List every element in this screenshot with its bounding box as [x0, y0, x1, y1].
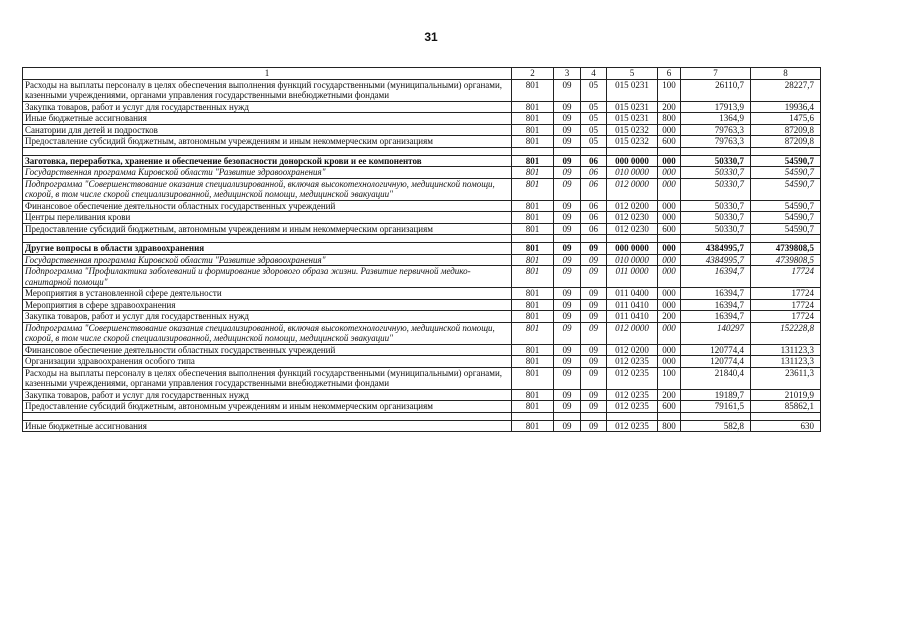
table-row	[23, 136, 821, 148]
expense-type-cell: 200	[658, 389, 681, 401]
ministry-code-cell: 801	[512, 311, 554, 323]
target-article-cell: 012 0000	[607, 322, 658, 344]
spacer-cell	[581, 235, 607, 243]
header-cell-4: 4	[581, 68, 607, 80]
amount-year2-cell: 630	[751, 420, 821, 432]
expense-type-cell: 000	[658, 178, 681, 200]
ministry-code-cell: 801	[512, 223, 554, 235]
target-article-cell: 012 0230	[607, 223, 658, 235]
spacer-cell	[658, 412, 681, 420]
item-name-cell: Финансовое обеспечение деятельности областных государственных учреждений	[23, 344, 512, 356]
ministry-code-cell: 801	[512, 367, 554, 389]
target-article-cell: 010 0000	[607, 254, 658, 266]
section-code-cell: 09	[554, 155, 581, 167]
spacer-cell	[23, 147, 512, 155]
ministry-code-cell: 801	[512, 212, 554, 224]
section-code-cell: 09	[554, 101, 581, 113]
item-name-cell: Подпрограмма "Совершенствование оказания специализированной, включая высокотехнологичную, медицинской помощи, скорой, в том числе скорой специализированной, медицинской помощи, медицинской эвакуации"	[23, 322, 512, 344]
spacer-cell	[607, 235, 658, 243]
amount-year2-cell: 54590,7	[751, 223, 821, 235]
amount-year1-cell: 4384995,7	[681, 254, 751, 266]
item-name-cell: Расходы на выплаты персоналу в целях обеспечения выполнения функций государственными (муниципальными) органами, казенными учреждениями, органами управления государственными внебюджетными фондами	[23, 367, 512, 389]
ministry-code-cell: 801	[512, 243, 554, 255]
spacer-cell	[607, 412, 658, 420]
section-code-cell: 09	[554, 288, 581, 300]
item-name-cell: Центры переливания крови	[23, 212, 512, 224]
subsection-code-cell: 09	[581, 420, 607, 432]
table-row	[23, 288, 821, 300]
amount-year1-cell: 17913,9	[681, 101, 751, 113]
amount-year1-cell: 16394,7	[681, 311, 751, 323]
amount-year1-cell: 140297	[681, 322, 751, 344]
ministry-code-cell: 801	[512, 254, 554, 266]
item-name-cell: Государственная программа Кировской области "Развитие здравоохранения"	[23, 254, 512, 266]
target-article-cell: 012 0230	[607, 212, 658, 224]
spacer-cell	[554, 235, 581, 243]
table-row	[23, 212, 821, 224]
header-cell-5: 5	[607, 68, 658, 80]
spacer-cell	[23, 412, 512, 420]
amount-year2-cell: 28227,7	[751, 79, 821, 101]
section-code-cell: 09	[554, 178, 581, 200]
amount-year2-cell: 54590,7	[751, 155, 821, 167]
amount-year1-cell: 79763,3	[681, 136, 751, 148]
spacer-row	[23, 235, 821, 243]
ministry-code-cell: 801	[512, 136, 554, 148]
item-name-cell: Закупка товаров, работ и услуг для государственных нужд	[23, 101, 512, 113]
item-name-cell: Подпрограмма "Профилактика заболеваний и формирование здорового образа жизни. Развитие первичной медико-санитарной помощи"	[23, 266, 512, 288]
spacer-cell	[751, 147, 821, 155]
section-code-cell: 09	[554, 322, 581, 344]
target-article-cell: 011 0000	[607, 266, 658, 288]
header-cell-7: 7	[681, 68, 751, 80]
expense-type-cell: 000	[658, 299, 681, 311]
target-article-cell: 010 0000	[607, 167, 658, 179]
subsection-code-cell: 09	[581, 356, 607, 368]
subsection-code-cell: 09	[581, 367, 607, 389]
expense-type-cell: 000	[658, 356, 681, 368]
page-number: 31	[424, 30, 438, 44]
amount-year2-cell: 4739808,5	[751, 243, 821, 255]
section-code-cell: 09	[554, 113, 581, 125]
spacer-cell	[23, 235, 512, 243]
expense-type-cell: 600	[658, 136, 681, 148]
expense-type-cell: 600	[658, 401, 681, 413]
subsection-code-cell: 06	[581, 155, 607, 167]
amount-year2-cell: 131123,3	[751, 344, 821, 356]
item-name-cell: Организации здравоохранения особого типа	[23, 356, 512, 368]
item-name-cell: Предоставление субсидий бюджетным, автономным учреждениям и иным некоммерческим организациям	[23, 223, 512, 235]
expense-type-cell: 800	[658, 113, 681, 125]
target-article-cell: 015 0231	[607, 113, 658, 125]
table-row	[23, 254, 821, 266]
table-row	[23, 178, 821, 200]
section-code-cell: 09	[554, 299, 581, 311]
target-article-cell: 012 0200	[607, 200, 658, 212]
amount-year1-cell: 26110,7	[681, 79, 751, 101]
section-code-cell: 09	[554, 243, 581, 255]
item-name-cell: Мероприятия в установленной сфере деятельности	[23, 288, 512, 300]
item-name-cell: Государственная программа Кировской области "Развитие здравоохранения"	[23, 167, 512, 179]
table-row	[23, 389, 821, 401]
subsection-code-cell: 09	[581, 254, 607, 266]
section-code-cell: 09	[554, 200, 581, 212]
table-row	[23, 124, 821, 136]
subsection-code-cell: 05	[581, 136, 607, 148]
item-name-cell: Предоставление субсидий бюджетным, автономным учреждениям и иным некоммерческим организациям	[23, 136, 512, 148]
item-name-cell: Финансовое обеспечение деятельности областных государственных учреждений	[23, 200, 512, 212]
amount-year2-cell: 17724	[751, 266, 821, 288]
section-code-cell: 09	[554, 401, 581, 413]
spacer-cell	[751, 412, 821, 420]
amount-year2-cell: 85862,1	[751, 401, 821, 413]
amount-year1-cell: 21840,4	[681, 367, 751, 389]
ministry-code-cell: 801	[512, 401, 554, 413]
header-cell-1: 1	[23, 68, 512, 80]
table-row	[23, 299, 821, 311]
subsection-code-cell: 06	[581, 223, 607, 235]
target-article-cell: 012 0200	[607, 344, 658, 356]
spacer-cell	[512, 147, 554, 155]
amount-year1-cell: 50330,7	[681, 178, 751, 200]
section-code-cell: 09	[554, 212, 581, 224]
ministry-code-cell: 801	[512, 124, 554, 136]
target-article-cell: 012 0235	[607, 420, 658, 432]
table-row	[23, 101, 821, 113]
ministry-code-cell: 801	[512, 356, 554, 368]
section-code-cell: 09	[554, 356, 581, 368]
item-name-cell: Санатории для детей и подростков	[23, 124, 512, 136]
section-code-cell: 09	[554, 124, 581, 136]
amount-year2-cell: 1475,6	[751, 113, 821, 125]
spacer-cell	[581, 412, 607, 420]
target-article-cell: 012 0235	[607, 401, 658, 413]
section-code-cell: 09	[554, 266, 581, 288]
amount-year1-cell: 16394,7	[681, 299, 751, 311]
amount-year1-cell: 120774,4	[681, 356, 751, 368]
ministry-code-cell: 801	[512, 389, 554, 401]
budget-table	[22, 67, 821, 432]
table-row	[23, 243, 821, 255]
subsection-code-cell: 05	[581, 113, 607, 125]
expense-type-cell: 000	[658, 200, 681, 212]
table-row	[23, 167, 821, 179]
amount-year1-cell: 50330,7	[681, 212, 751, 224]
amount-year1-cell: 79763,3	[681, 124, 751, 136]
expense-type-cell: 000	[658, 322, 681, 344]
spacer-row	[23, 147, 821, 155]
amount-year2-cell: 87209,8	[751, 136, 821, 148]
table-row	[23, 344, 821, 356]
header-cell-8: 8	[751, 68, 821, 80]
spacer-cell	[658, 147, 681, 155]
spacer-cell	[681, 412, 751, 420]
amount-year2-cell: 21019,9	[751, 389, 821, 401]
spacer-cell	[554, 412, 581, 420]
amount-year1-cell: 50330,7	[681, 155, 751, 167]
ministry-code-cell: 801	[512, 200, 554, 212]
table-row	[23, 155, 821, 167]
target-article-cell: 015 0231	[607, 101, 658, 113]
header-cell-6: 6	[658, 68, 681, 80]
target-article-cell: 012 0235	[607, 389, 658, 401]
ministry-code-cell: 801	[512, 266, 554, 288]
item-name-cell: Заготовка, переработка, хранение и обеспечение безопасности донорской крови и ее компонентов	[23, 155, 512, 167]
section-code-cell: 09	[554, 311, 581, 323]
spacer-cell	[681, 235, 751, 243]
amount-year1-cell: 120774,4	[681, 344, 751, 356]
spacer-cell	[658, 235, 681, 243]
table-row	[23, 401, 821, 413]
subsection-code-cell: 05	[581, 79, 607, 101]
amount-year1-cell: 50330,7	[681, 223, 751, 235]
ministry-code-cell: 801	[512, 299, 554, 311]
item-name-cell: Мероприятия в сфере здравоохранения	[23, 299, 512, 311]
expense-type-cell: 600	[658, 223, 681, 235]
table-row	[23, 367, 821, 389]
spacer-cell	[512, 235, 554, 243]
target-article-cell: 012 0000	[607, 178, 658, 200]
target-article-cell: 011 0400	[607, 288, 658, 300]
amount-year2-cell: 54590,7	[751, 200, 821, 212]
spacer-cell	[581, 147, 607, 155]
header-cell-2: 2	[512, 68, 554, 80]
subsection-code-cell: 09	[581, 322, 607, 344]
table-row	[23, 266, 821, 288]
section-code-cell: 09	[554, 367, 581, 389]
ministry-code-cell: 801	[512, 178, 554, 200]
section-code-cell: 09	[554, 254, 581, 266]
ministry-code-cell: 801	[512, 322, 554, 344]
subsection-code-cell: 06	[581, 212, 607, 224]
target-article-cell: 015 0232	[607, 136, 658, 148]
item-name-cell: Расходы на выплаты персоналу в целях обеспечения выполнения функций государственными (муниципальными) органами, казенными учреждениями, органами управления государственными внебюджетными фондами	[23, 79, 512, 101]
amount-year2-cell: 54590,7	[751, 167, 821, 179]
expense-type-cell: 100	[658, 367, 681, 389]
table-row	[23, 356, 821, 368]
table-row	[23, 113, 821, 125]
section-code-cell: 09	[554, 167, 581, 179]
expense-type-cell: 800	[658, 420, 681, 432]
amount-year2-cell: 17724	[751, 311, 821, 323]
expense-type-cell: 200	[658, 101, 681, 113]
header-cell-3: 3	[554, 68, 581, 80]
item-name-cell: Подпрограмма "Совершенствование оказания специализированной, включая высокотехнологичную, медицинской помощи, скорой, в том числе скорой специализированной, медицинской помощи, медицинской эвакуации"	[23, 178, 512, 200]
spacer-cell	[681, 147, 751, 155]
header-row	[23, 68, 821, 80]
subsection-code-cell: 09	[581, 311, 607, 323]
table-row	[23, 311, 821, 323]
section-code-cell: 09	[554, 223, 581, 235]
amount-year1-cell: 50330,7	[681, 200, 751, 212]
table-row	[23, 200, 821, 212]
item-name-cell: Закупка товаров, работ и услуг для государственных нужд	[23, 389, 512, 401]
ministry-code-cell: 801	[512, 113, 554, 125]
ministry-code-cell: 801	[512, 420, 554, 432]
section-code-cell: 09	[554, 79, 581, 101]
section-code-cell: 09	[554, 389, 581, 401]
section-code-cell: 09	[554, 420, 581, 432]
table-row	[23, 322, 821, 344]
table-row	[23, 420, 821, 432]
expense-type-cell: 000	[658, 124, 681, 136]
spacer-cell	[607, 147, 658, 155]
amount-year1-cell: 19189,7	[681, 389, 751, 401]
spacer-cell	[554, 147, 581, 155]
subsection-code-cell: 06	[581, 167, 607, 179]
target-article-cell: 015 0231	[607, 79, 658, 101]
subsection-code-cell: 09	[581, 288, 607, 300]
ministry-code-cell: 801	[512, 79, 554, 101]
table-body	[23, 79, 821, 432]
section-code-cell: 09	[554, 136, 581, 148]
target-article-cell: 012 0235	[607, 356, 658, 368]
item-name-cell: Иные бюджетные ассигнования	[23, 420, 512, 432]
amount-year1-cell: 16394,7	[681, 266, 751, 288]
expense-type-cell: 000	[658, 254, 681, 266]
amount-year2-cell: 87209,8	[751, 124, 821, 136]
expense-type-cell: 000	[658, 344, 681, 356]
expense-type-cell: 200	[658, 311, 681, 323]
target-article-cell: 015 0232	[607, 124, 658, 136]
subsection-code-cell: 09	[581, 389, 607, 401]
ministry-code-cell: 801	[512, 288, 554, 300]
section-code-cell: 09	[554, 344, 581, 356]
table-row	[23, 79, 821, 101]
amount-year1-cell: 50330,7	[681, 167, 751, 179]
item-name-cell: Иные бюджетные ассигнования	[23, 113, 512, 125]
subsection-code-cell: 06	[581, 200, 607, 212]
item-name-cell: Закупка товаров, работ и услуг для государственных нужд	[23, 311, 512, 323]
spacer-cell	[512, 412, 554, 420]
expense-type-cell: 100	[658, 79, 681, 101]
ministry-code-cell: 801	[512, 344, 554, 356]
amount-year2-cell: 19936,4	[751, 101, 821, 113]
amount-year1-cell: 16394,7	[681, 288, 751, 300]
amount-year1-cell: 1364,9	[681, 113, 751, 125]
item-name-cell: Другие вопросы в области здравоохранения	[23, 243, 512, 255]
target-article-cell: 000 0000	[607, 155, 658, 167]
target-article-cell: 011 0410	[607, 299, 658, 311]
amount-year1-cell: 582,8	[681, 420, 751, 432]
expense-type-cell: 000	[658, 212, 681, 224]
amount-year2-cell: 23611,3	[751, 367, 821, 389]
ministry-code-cell: 801	[512, 155, 554, 167]
spacer-cell	[751, 235, 821, 243]
ministry-code-cell: 801	[512, 167, 554, 179]
expense-type-cell: 000	[658, 266, 681, 288]
expense-type-cell: 000	[658, 288, 681, 300]
amount-year2-cell: 131123,3	[751, 356, 821, 368]
amount-year1-cell: 79161,5	[681, 401, 751, 413]
target-article-cell: 012 0235	[607, 367, 658, 389]
amount-year2-cell: 54590,7	[751, 212, 821, 224]
subsection-code-cell: 09	[581, 299, 607, 311]
amount-year2-cell: 17724	[751, 299, 821, 311]
subsection-code-cell: 05	[581, 101, 607, 113]
subsection-code-cell: 09	[581, 401, 607, 413]
subsection-code-cell: 05	[581, 124, 607, 136]
item-name-cell: Предоставление субсидий бюджетным, автономным учреждениям и иным некоммерческим организациям	[23, 401, 512, 413]
amount-year1-cell: 4384995,7	[681, 243, 751, 255]
subsection-code-cell: 09	[581, 266, 607, 288]
subsection-code-cell: 09	[581, 344, 607, 356]
target-article-cell: 000 0000	[607, 243, 658, 255]
expense-type-cell: 000	[658, 155, 681, 167]
subsection-code-cell: 09	[581, 243, 607, 255]
subsection-code-cell: 06	[581, 178, 607, 200]
amount-year2-cell: 17724	[751, 288, 821, 300]
amount-year2-cell: 4739808,5	[751, 254, 821, 266]
expense-type-cell: 000	[658, 243, 681, 255]
amount-year2-cell: 152228,8	[751, 322, 821, 344]
spacer-row	[23, 412, 821, 420]
target-article-cell: 011 0410	[607, 311, 658, 323]
expense-type-cell: 000	[658, 167, 681, 179]
ministry-code-cell: 801	[512, 101, 554, 113]
amount-year2-cell: 54590,7	[751, 178, 821, 200]
table-row	[23, 223, 821, 235]
